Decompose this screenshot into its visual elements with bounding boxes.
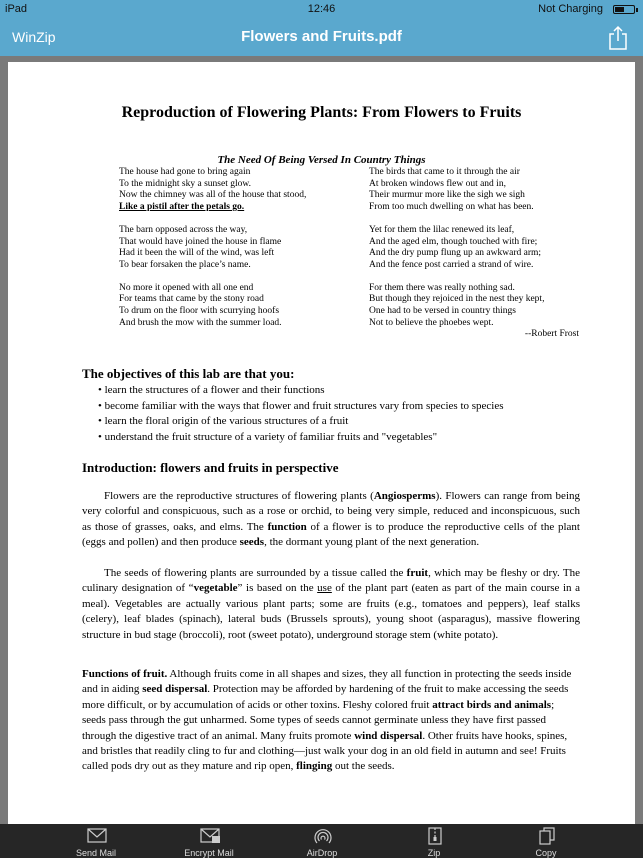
airdrop-icon bbox=[313, 827, 333, 845]
airdrop-button[interactable] bbox=[277, 824, 367, 858]
text-run: Although fruits come in all shapes and sizes, they all function in protecting the seeds inside and in aiding bbox=[82, 668, 572, 696]
encrypt-mail-icon bbox=[200, 827, 222, 845]
poem-stanza bbox=[119, 225, 359, 272]
poem-line: And the dry pump flung up an awkward arm; bbox=[369, 248, 542, 259]
encrypt-mail-button[interactable] bbox=[164, 824, 254, 858]
device-label: iPad bbox=[5, 3, 28, 15]
text-run: ). Flowers can range from being very colorful and conspicuous, such as a rose or orchid, to being very simple, reduced and inconspicuous, such as those of grasses, oaks, and elms. The bbox=[82, 490, 580, 533]
text-run: out the seeds. bbox=[332, 760, 395, 773]
poem-line: To the midnight sky a sunset glow. bbox=[119, 178, 251, 189]
text-run: of the plant part (eaten as part of the main course in a meal). Vegetables are actually various plant parts; some are fruits (e.g., tomatoes and peppers), leaf stalks (celery), leaf blades (spinach), lateral buds (Brussels sprouts), young shoot (asparagus), massive flowering structure in bud stage (broccoli), root (sweet potato), underground storage stem (white potato). bbox=[82, 582, 580, 641]
objective-item: • learn the floral origin of the various structures of a fruit bbox=[98, 414, 504, 430]
text-run: vegetable bbox=[193, 582, 238, 595]
poem-line: Had it been the will of the wind, was left bbox=[119, 248, 275, 259]
tab-label-zip: Zip bbox=[427, 848, 441, 858]
back-button[interactable]: WinZip bbox=[12, 29, 56, 45]
poem-line: To bear forsaken the place’s name. bbox=[119, 259, 251, 270]
text-run: fruit bbox=[406, 567, 429, 579]
poem-stanza bbox=[119, 283, 359, 330]
tab-label-airdrop: AirDrop bbox=[306, 848, 338, 858]
poem-line: That would have joined the house in flame bbox=[119, 236, 282, 247]
objective-item: • become familiar with the ways that flower and fruit structures vary from species to species bbox=[98, 399, 504, 415]
text-run: flinging bbox=[296, 760, 333, 773]
pdf-title: Reproduction of Flowering Plants: From Flowers to Fruits bbox=[121, 104, 522, 121]
copy-button[interactable] bbox=[501, 824, 591, 858]
poem-line: The barn opposed across the way, bbox=[119, 224, 248, 235]
text-run: . Protection may be afforded by hardening of the fruit to make accessing the seeds more difficult, or by accumulation of acids or other toxins. Fleshy colored fruit bbox=[82, 683, 569, 711]
poem-stanza bbox=[369, 225, 579, 272]
objectives-heading: The objectives of this lab are that you: bbox=[82, 366, 295, 381]
clock: 12:46 bbox=[307, 3, 336, 15]
navigation-bar bbox=[0, 20, 643, 56]
poem-stanza bbox=[369, 167, 579, 214]
poem-line: But though they rejoiced in the nest they kept, bbox=[369, 294, 545, 305]
text-run: Flowers are the reproductive structures of flowering plants ( bbox=[104, 490, 374, 502]
poem-line: Not to believe the phoebes wept. bbox=[369, 317, 494, 328]
text-run: wind dispersal bbox=[354, 729, 423, 742]
poem-line: At broken windows flew out and in, bbox=[369, 178, 506, 189]
text-run: use bbox=[317, 582, 332, 595]
text-run: ” is based on the bbox=[237, 582, 318, 595]
text-run: , the dormant young plant of the next generation. bbox=[264, 536, 480, 549]
text-run: seeds bbox=[239, 536, 265, 549]
tab-label-copy: Copy bbox=[535, 848, 557, 858]
mail-icon bbox=[87, 827, 107, 845]
poem-line: To drum on the floor with scurrying hoofs bbox=[119, 306, 280, 317]
status-bar bbox=[0, 0, 643, 20]
charging-status: Not Charging bbox=[538, 3, 603, 15]
text-run: of a flower is to produce the reproductive cells of the plant (eggs and pollen) and then produce bbox=[82, 520, 580, 549]
text-run: . Other fruits have hooks, spines, and bristles that readily cling to fur and clothing—just walk your dog in an old field in autumn and see! Fruits called pods dry out as they mature and rip open, bbox=[82, 729, 568, 773]
poem-line: Yet for them the lilac renewed its leaf, bbox=[369, 224, 515, 235]
poem-line: No more it opened with all one end bbox=[119, 282, 254, 293]
poem-line: Like a pistil after the petals go. bbox=[119, 202, 245, 213]
text-run: ; seeds pass through the gut unharmed. Some types of seeds cannot germinate unless they have first passed through the digestive tract of an animal. Many fruits promote bbox=[82, 698, 555, 742]
poem-line: The birds that came to it through the air bbox=[369, 167, 520, 177]
poem-line: Their murmur more like the sigh we sigh bbox=[369, 190, 525, 201]
zip-button[interactable] bbox=[389, 824, 479, 858]
document-viewer[interactable] bbox=[0, 56, 643, 824]
poem-line: And the aged elm, though touched with fire; bbox=[369, 236, 538, 247]
functions-of-fruit-paragraph bbox=[82, 667, 580, 775]
poem-stanza bbox=[119, 167, 359, 214]
text-run: The seeds of flowering plants are surrounded by a tissue called the bbox=[104, 567, 407, 579]
poem-line: And the fence post carried a strand of wire. bbox=[369, 259, 534, 270]
poem-credit: --Robert Frost bbox=[524, 329, 579, 340]
poem-left-column bbox=[119, 167, 359, 340]
tab-label-encrypt-mail: Encrypt Mail bbox=[184, 848, 234, 858]
poem-line: Now the chimney was all of the house that stood, bbox=[119, 190, 307, 201]
poem-line: For teams that came by the stony road bbox=[119, 294, 264, 305]
share-icon[interactable] bbox=[605, 25, 631, 51]
poem-line: The house had gone to bring again bbox=[119, 167, 251, 177]
text-run: attract birds and animals bbox=[432, 698, 552, 711]
copy-icon bbox=[537, 827, 557, 845]
poem-stanza bbox=[369, 283, 579, 330]
text-run: Angiosperms bbox=[373, 490, 436, 502]
zip-icon bbox=[425, 827, 445, 845]
text-run: Functions of fruit. bbox=[82, 668, 168, 680]
text-run: , which may be fleshy or dry. The culinary designation of “ bbox=[82, 567, 580, 595]
send-mail-button[interactable] bbox=[51, 824, 141, 858]
intro-heading: Introduction: flowers and fruits in perspective bbox=[82, 460, 339, 475]
tab-label-send-mail: Send Mail bbox=[75, 848, 117, 858]
objective-item: • understand the fruit structure of a variety of familiar fruits and "vegetables" bbox=[98, 430, 504, 446]
text-run: function bbox=[267, 520, 307, 533]
document-title: Flowers and Fruits.pdf bbox=[241, 28, 402, 45]
poem-right-column bbox=[369, 167, 579, 341]
battery-icon bbox=[613, 5, 635, 14]
text-run: seed dispersal bbox=[142, 683, 208, 696]
intro-paragraph-1 bbox=[82, 489, 580, 551]
poem-title: The Need Of Being Versed In Country Things bbox=[217, 154, 426, 166]
pdf-page bbox=[8, 62, 635, 824]
poem-line: From too much dwelling on what has been. bbox=[369, 202, 534, 213]
poem-line: For them there was really nothing sad. bbox=[369, 282, 515, 293]
intro-paragraph-2 bbox=[82, 566, 580, 643]
objective-item: • learn the structures of a flower and their functions bbox=[98, 383, 504, 399]
bottom-toolbar bbox=[0, 824, 643, 858]
poem-line: One had to be versed in country things bbox=[369, 306, 516, 317]
objectives-list bbox=[98, 383, 504, 445]
poem-line: And brush the mow with the summer load. bbox=[119, 317, 282, 328]
